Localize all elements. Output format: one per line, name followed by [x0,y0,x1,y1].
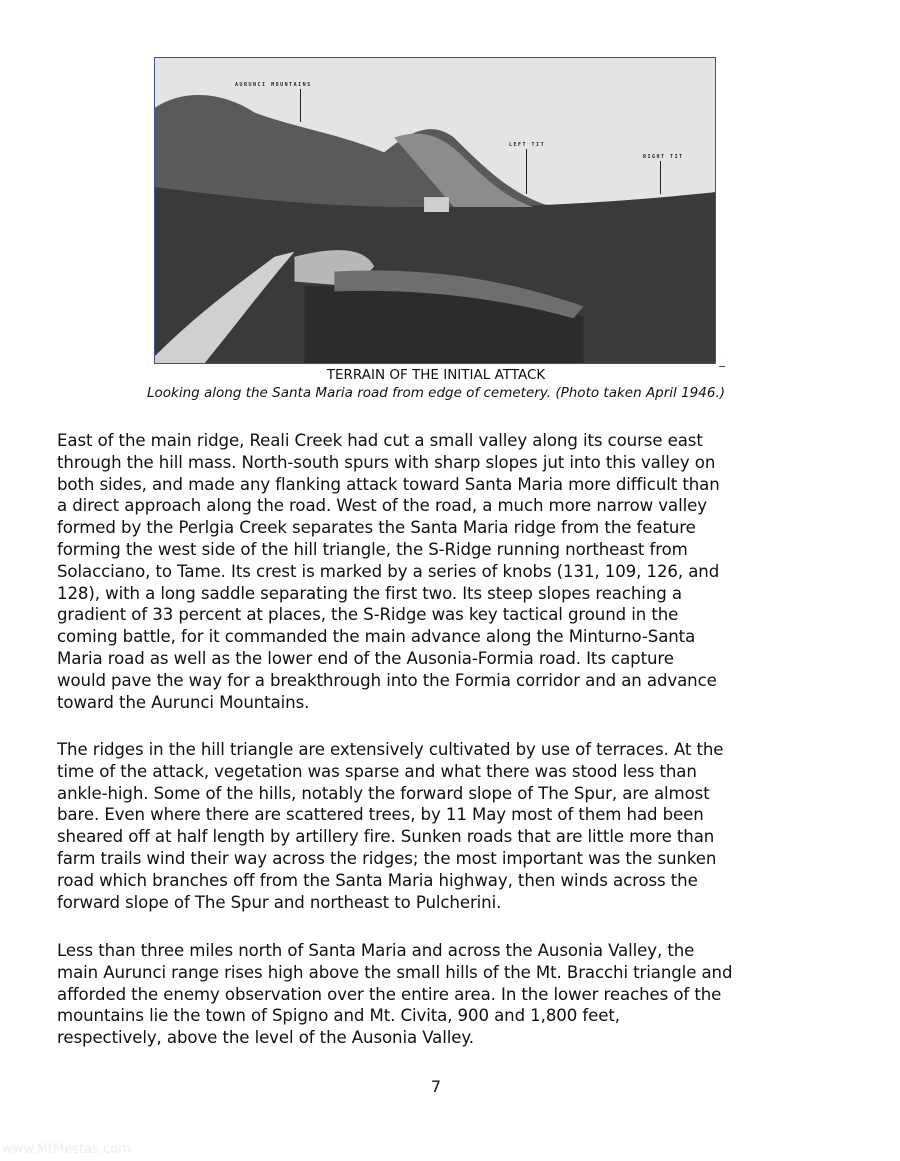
paragraph-line: through the hill mass. North-south spurs with sharp slopes jut into this valley on [57,452,716,472]
paragraph-line: bare. Even where there are scattered trees, by 11 May most of them had been [57,805,704,825]
paragraph-line: sheared off at half length by artillery fire. Sunken roads that are little more than [57,827,715,847]
left-tit-label: LEFT TIT [509,142,546,148]
paragraph-line: mountains lie the town of Spigno and Mt. Civita, 900 and 1,800 feet, [57,1006,620,1026]
paragraph-line: forming the west side of the hill triangle, the S-Ridge running northeast from [57,539,688,559]
paragraph-line: would pave the way for a breakthrough into the Formia corridor and an advance [57,670,717,690]
right-tit-marker [660,161,661,194]
paragraph-line: main Aurunci range rises high above the small hills of the Mt. Bracchi triangle and [57,962,733,982]
paragraph-line: farm trails wind their way across the ridges; the most important was the sunken [57,848,717,868]
paragraph-aurunci-range [57,940,837,1049]
paragraph-line: ankle-high. Some of the hills, notably the forward slope of The Spur, are almost [57,783,710,803]
terrain-photo-drawing [155,58,715,363]
paragraph-line: gradient of 33 percent at places, the S-Ridge was key tactical ground in the [57,605,679,625]
paragraph-line: The ridges in the hill triangle are extensively cultivated by use of terraces. At the [57,740,724,759]
paragraph-line: Solacciano, to Tame. Its crest is marked by a series of knobs (131, 109, 126, and [57,561,720,581]
paragraph-line: Less than three miles north of Santa Maria and across the Ausonia Valley, the [57,941,695,960]
paragraph-line: coming battle, for it commanded the main advance along the Minturno-Santa [57,627,696,647]
paragraph-line: respectively, above the level of the Ausonia Valley. [57,1028,474,1048]
paragraph-line: time of the attack, vegetation was sparse and what there was stood less than [57,761,697,781]
terrain-photo [154,57,716,364]
figure-caption-subtitle: Looking along the Santa Maria road from edge of cemetery. (Photo taken April 1946.) [146,385,726,401]
paragraph-line: afforded the enemy observation over the entire area. In the lower reaches of the [57,984,722,1004]
page-number: 7 [430,1077,442,1096]
aurunci-mountains-marker [300,89,301,122]
aurunci-mountains-label: AURUNCI MOUNTAINS [235,82,312,88]
paragraph-terrain-east-west [57,430,837,713]
watermark: www.MtMestas.com [2,1142,131,1157]
paragraph-line: East of the main ridge, Reali Creek had cut a small valley along its course east [57,431,703,450]
paragraph-line: 128), with a long saddle separating the first two. Its steep slopes reaching a [57,583,682,603]
paragraph-line: both sides, and made any flanking attack toward Santa Maria more difficult than [57,474,720,494]
paragraph-line: toward the Aurunci Mountains. [57,692,310,712]
paragraph-line: forward slope of The Spur and northeast to Pulcherini. [57,892,502,912]
right-tit-label: RIGHT TIT [643,154,684,160]
figure-caption-title: TERRAIN OF THE INITIAL ATTACK [326,367,546,383]
paragraph-line: formed by the Perlgia Creek separates the Santa Maria ridge from the feature [57,518,696,538]
paragraph-line: a direct approach along the road. West of the road, a much more narrow valley [57,496,707,516]
paragraph-terrain-vegetation [57,739,837,913]
paragraph-line: road which branches off from the Santa Maria highway, then winds across the [57,870,698,890]
paragraph-line: Maria road as well as the lower end of the Ausonia-Formia road. Its capture [57,648,674,668]
left-tit-marker [526,149,527,194]
